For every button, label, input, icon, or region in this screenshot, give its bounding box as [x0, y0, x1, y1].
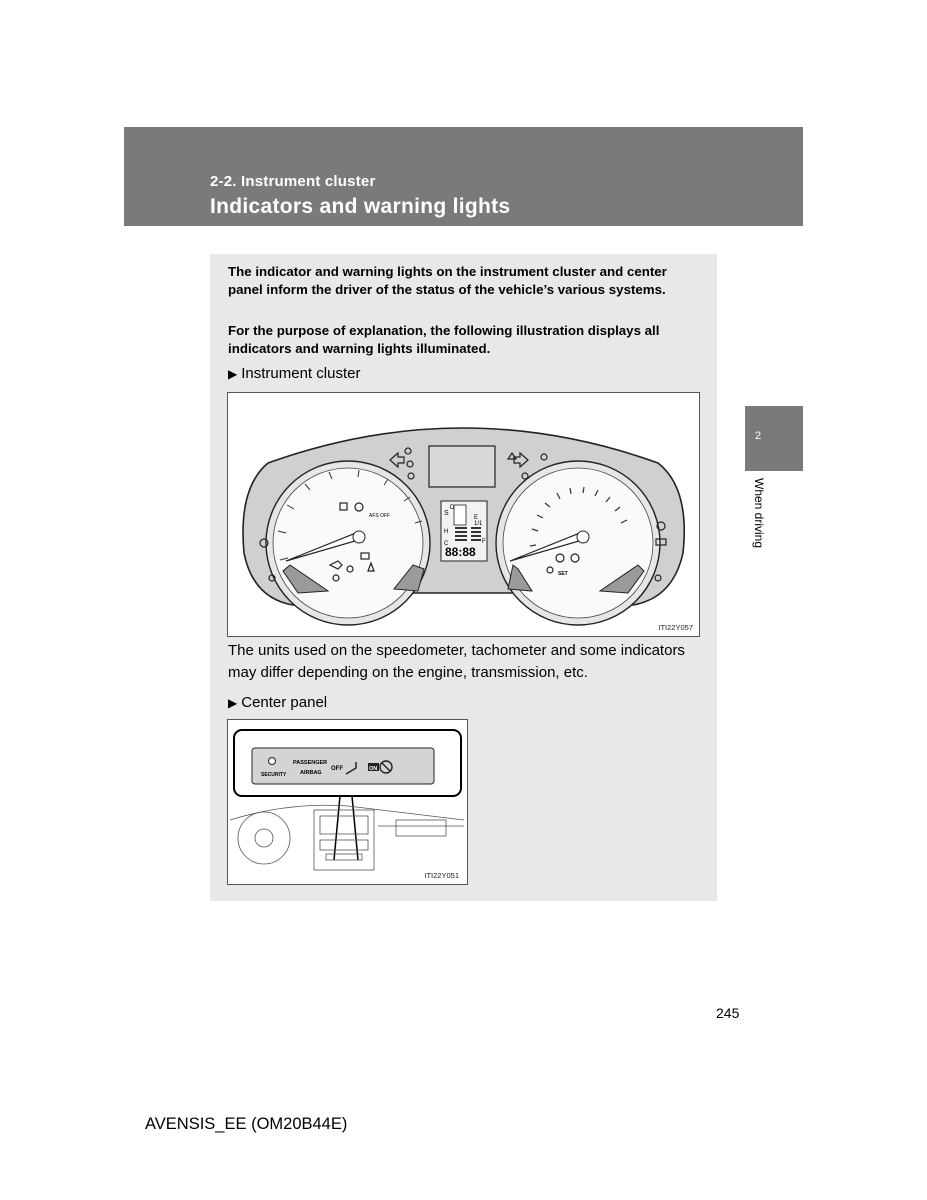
- chapter-tab: [745, 406, 803, 471]
- center-panel-figure: [227, 719, 468, 885]
- intro-paragraph-1: The indicator and warning lights on the instrument cluster and center panel inform the driver of the status of the vehicle’s various systems.: [228, 264, 667, 297]
- off-label: OFF: [331, 766, 343, 772]
- temp-h-label: H: [444, 529, 449, 535]
- content-box: [210, 254, 717, 901]
- afs-off-label: AFS OFF: [369, 513, 391, 519]
- chapter-number: 2: [755, 430, 762, 442]
- on-label: ON: [369, 766, 378, 772]
- fuel-f-label: F: [482, 539, 486, 545]
- center-panel-heading: [228, 694, 327, 712]
- passenger-label: PASSENGER: [293, 760, 328, 766]
- instrument-cluster-heading: [228, 365, 360, 383]
- security-indicator-icon: [269, 758, 276, 765]
- fuel-half-label: 1/1: [474, 521, 483, 527]
- airbag-label: AIRBAG: [300, 770, 322, 776]
- units-note: The units used on the speedometer, tachometer and some indicators may differ depending on the engine, transmission, etc.: [228, 642, 685, 681]
- center-panel-illustration: [228, 720, 467, 884]
- security-label: SECURITY: [261, 772, 287, 778]
- temp-c-label: C: [444, 541, 449, 547]
- center-panel-heading-text: Center panel: [241, 694, 328, 711]
- fuel-e-label: E: [474, 515, 479, 521]
- instrument-cluster-figure: [227, 392, 700, 637]
- page-title: Indicators and warning lights: [210, 195, 511, 218]
- triangle-bullet-icon: ▶: [228, 367, 238, 381]
- header-band: [124, 127, 803, 226]
- figure-code-cluster: ITI22Y057: [658, 623, 693, 632]
- set-label: SET: [558, 571, 568, 577]
- document-code: AVENSIS_EE (OM20B44E): [145, 1115, 348, 1133]
- triangle-bullet-icon: ▶: [228, 696, 238, 710]
- digital-readout: 88:88: [445, 545, 476, 559]
- instrument-cluster-illustration: [228, 393, 699, 636]
- page-number: 245: [716, 1005, 740, 1021]
- figure-code-center-panel: ITI22Y051: [424, 871, 459, 880]
- intro-paragraph-2: For the purpose of explanation, the following illustration displays all indicators and warning lights illuminated.: [228, 323, 660, 356]
- gear-d-label: D: [450, 505, 455, 511]
- chapter-label: When driving: [752, 478, 766, 549]
- gear-s-label: S: [444, 510, 449, 517]
- section-label: 2-2. Instrument cluster: [210, 173, 376, 190]
- instrument-cluster-heading-text: Instrument cluster: [241, 365, 361, 382]
